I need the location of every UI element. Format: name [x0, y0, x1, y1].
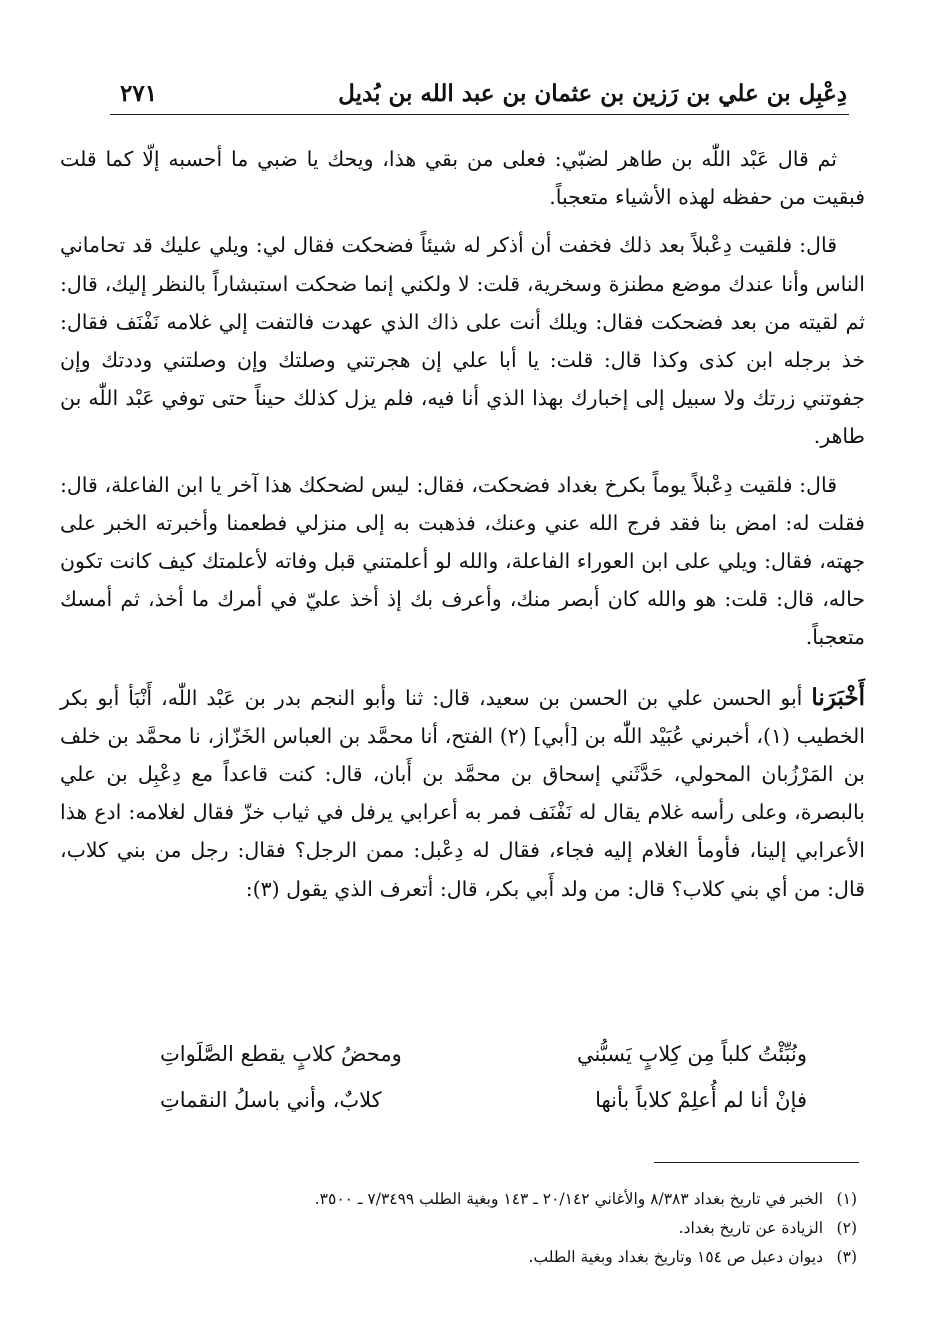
poem-verse-2 [160, 1088, 807, 1126]
footnote-3 [120, 1243, 857, 1272]
footnote-3-number: (٣) [836, 1248, 857, 1266]
verse-1-first-hemistich: ونُبِّئْتُ كلباً مِن كِلابٍ يَسبُّني [577, 1042, 807, 1066]
footnote-2-text: الزيادة عن تاريخ بغداد. [678, 1219, 823, 1237]
footnote-2-number: (٢) [836, 1219, 857, 1237]
header-title: دِعْبِل بن علي بن رَزين بن عثمان بن عبد الله بن بُديل [338, 80, 847, 107]
footnote-2 [120, 1214, 857, 1243]
paragraph-3: قال: فلقيت دِعْبلاً يوماً بكرخ بغداد فضحكت، فقال: ليس لضحكك هذا آخر يا ابن الفاعلة، قال: فقلت له: امض بنا فقد فرج الله عني وعنك، فذهبت به إلى منزلي فطعمنا وأخبرته الخبر على جهته، فقال: ويلي على ابن العوراء الفاعلة، والله لو أعلمتني قبل وفاته لأعلمتك كيف كانت تكون حاله، قال: قلت: هو والله كان أبصر منك، وأعرف بك إذ أخذ عليّ في أمرك ما أخذ، ثم أمسك متعجباً. [60, 472, 865, 650]
isnad-paragraph [60, 679, 865, 908]
poem-verse-1 [160, 1042, 807, 1080]
footnote-1-text: الخبر في تاريخ بغداد ٨/٣٨٣ والأغاني ٢٠/١٤٢ ـ ١٤٣ وبغية الطلب ٧/٣٤٩٩ ـ ٣٥٠٠. [314, 1190, 823, 1208]
footnote-1-number: (١) [836, 1190, 857, 1208]
footnotes [120, 1185, 857, 1272]
paragraph-1: ثم قال عَبْد اللّٰه بن طاهر لضبّي: فعلى من بقي هذا، ويحك يا ضبي ما أحسبه إلّا كما قلت فبقيت من حفظه لهذه الأشياء متعجباً. [60, 147, 865, 210]
verse-2-first-hemistich: فإنْ أنا لم أُعلِمْ كلاباً بأنها [595, 1088, 807, 1112]
akhbarana-lead: أَخْبَرَنا [811, 683, 865, 711]
footnote-1 [120, 1185, 857, 1214]
paragraph-2: قال: فلقيت دِعْبلاً بعد ذلك فخفت أن أذكر له شيئاً فضحكت فقال لي: ويلي عليك قد تحاماني الناس وأنا عندك موضع مطنزة وسخرية، قلت: لا ولكني إنما ضحكت استبشاراً بالنظر إليك، قال: ثم لقيته من بعد فضحكت فقال: ويلك أنت على ذاك الذي عهدت فالتفت إلي غلامه نَفْنَف فقال: خذ برجله ابن كذى وكذا قال: قلت: يا أبا علي إن هجرتني وصلتك وإن وصلتني وددتك وإن جفوتني زرتك ولا سبيل إلى إخبارك بهذا الذي أنا فيه، فلم يزل كذلك حيناً حتى توفي عَبْد اللّٰه بن طاهر. [60, 233, 865, 449]
footnote-divider [654, 1162, 859, 1163]
footnote-3-text: ديوان دعبل ص ١٥٤ وتاريخ بغداد وبغية الطلب. [528, 1248, 823, 1266]
running-header [110, 74, 849, 115]
main-text [60, 140, 865, 908]
page-number: ٢٧١ [120, 80, 158, 107]
verse-1-second-hemistich: ومحضُ كلابٍ يقطع الصَّلَواتِ [160, 1042, 402, 1066]
isnad-text: أبو الحسن علي بن الحسن بن سعيد، قال: ثنا وأبو النجم بدر بن عَبْد اللّٰه، أَنْبَأ أبو بكر الخطيب (١)، أخبرني عُبَيْد اللّٰه بن [أبي] (٢) الفتح، أنا محمَّد بن العباس الخَزّاز، نا محمَّد بن خلف بن المَرْزُبان المحولي، حَدَّثَني إسحاق بن محمَّد بن أَبان، قال: كنت قاعداً مع دِعْبِل بن علي بالبصرة، وعلى رأسه غلام يقال له نَفْنَف فمر به أعرابي يرفل في ثياب خزّ فقال لغلامه: ادع هذا الأعرابي إلينا، فأومأ الغلام إليه فجاء، فقال له دِعْبل: ممن الرجل؟ فقال: رجل من بني كلاب، قال: من أي بني كلاب؟ قال: من ولد أَبي بكر، قال: أتعرف الذي يقول (٣): [60, 685, 865, 901]
verse-2-second-hemistich: كلابٌ، وأني باسلُ النقماتِ [160, 1088, 382, 1112]
